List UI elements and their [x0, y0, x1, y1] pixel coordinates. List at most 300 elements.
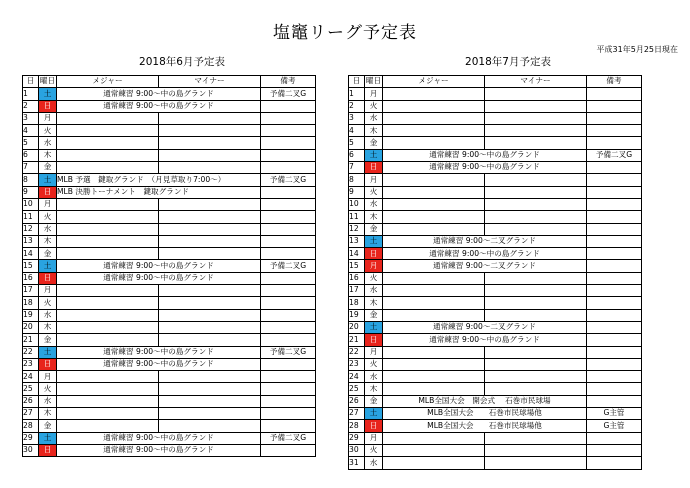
day-cell: 29 [349, 432, 365, 444]
notes-cell [587, 186, 642, 198]
table-row [23, 444, 316, 456]
day-cell: 19 [349, 309, 365, 321]
weekday-cell: 日 [39, 186, 57, 198]
minor-cell [159, 248, 261, 260]
weekday-cell: 火 [365, 444, 383, 456]
weekday-cell: 水 [365, 457, 383, 469]
weekday-cell: 金 [39, 248, 57, 260]
weekday-cell: 土 [39, 346, 57, 358]
weekday-cell: 水 [39, 223, 57, 235]
event-cell: 通常練習 9:00～二叉グランド [383, 321, 587, 333]
minor-cell [159, 420, 261, 432]
table-row [23, 285, 316, 297]
event-cell: 通常練習 9:00～中の島グランド [57, 272, 261, 284]
major-cell [383, 457, 485, 469]
weekday-cell: 月 [365, 432, 383, 444]
day-cell: 5 [23, 137, 39, 149]
table-row [349, 211, 642, 223]
table-row [349, 371, 642, 383]
event-cell: 通常練習 9:00～二叉グランド [383, 260, 587, 272]
table-row [23, 309, 316, 321]
major-cell [383, 186, 485, 198]
major-cell [383, 211, 485, 223]
weekday-cell: 土 [39, 174, 57, 186]
weekday-cell: 日 [365, 162, 383, 174]
day-cell: 22 [349, 346, 365, 358]
day-cell: 12 [349, 223, 365, 235]
major-cell [383, 297, 485, 309]
table-row [349, 383, 642, 395]
header-minor: マイナー [159, 76, 261, 88]
weekday-cell: 木 [365, 125, 383, 137]
minor-cell [485, 285, 587, 297]
day-cell: 15 [23, 260, 39, 272]
minor-cell [485, 297, 587, 309]
day-cell: 21 [349, 334, 365, 346]
minor-cell [485, 371, 587, 383]
table-row [349, 309, 642, 321]
header-notes: 備考 [587, 76, 642, 88]
weekday-cell: 金 [39, 420, 57, 432]
table-row [23, 186, 316, 198]
day-cell: 18 [23, 297, 39, 309]
day-cell: 30 [349, 444, 365, 456]
table-row [23, 371, 316, 383]
day-cell: 8 [349, 174, 365, 186]
weekday-cell: 木 [39, 149, 57, 161]
day-cell: 20 [23, 321, 39, 333]
event-cell: 通常練習 9:00～中の島グランド [57, 346, 261, 358]
day-cell: 16 [23, 272, 39, 284]
minor-cell [159, 321, 261, 333]
weekday-cell: 水 [39, 137, 57, 149]
day-cell: 9 [23, 186, 39, 198]
table-row [349, 297, 642, 309]
major-cell [57, 235, 159, 247]
day-cell: 23 [23, 358, 39, 370]
weekday-cell: 月 [365, 88, 383, 100]
weekday-cell: 火 [365, 272, 383, 284]
major-cell [383, 137, 485, 149]
table-row [23, 272, 316, 284]
weekday-cell: 火 [39, 383, 57, 395]
table-row [23, 334, 316, 346]
notes-cell: G主管 [587, 420, 642, 432]
table-row [349, 408, 642, 420]
table-row [349, 420, 642, 432]
june-subtitle: 2018年6月予定表 [139, 56, 225, 68]
day-cell: 27 [23, 408, 39, 420]
major-cell [383, 112, 485, 124]
major-cell [57, 309, 159, 321]
major-cell [57, 162, 159, 174]
header-notes: 備考 [261, 76, 316, 88]
table-row [349, 162, 642, 174]
header-day: 日 [349, 76, 365, 88]
minor-cell [159, 211, 261, 223]
table-row [349, 100, 642, 112]
weekday-cell: 土 [39, 88, 57, 100]
notes-cell [587, 346, 642, 358]
major-cell [57, 297, 159, 309]
minor-cell [159, 125, 261, 137]
notes-cell [587, 223, 642, 235]
notes-cell [587, 297, 642, 309]
notes-cell [587, 100, 642, 112]
table-header-row [23, 76, 316, 88]
notes-cell [261, 358, 316, 370]
event-cell: 通常練習 9:00～中の島グランド [57, 444, 261, 456]
weekday-cell: 木 [39, 321, 57, 333]
notes-cell [261, 248, 316, 260]
weekday-cell: 金 [365, 137, 383, 149]
weekday-cell: 月 [365, 174, 383, 186]
table-row [23, 346, 316, 358]
weekday-cell: 木 [39, 408, 57, 420]
notes-cell [261, 235, 316, 247]
notes-cell [587, 321, 642, 333]
day-cell: 20 [349, 321, 365, 333]
notes-cell [587, 334, 642, 346]
table-row [23, 260, 316, 272]
header-major: メジャー [383, 76, 485, 88]
notes-cell [587, 371, 642, 383]
notes-cell: 予備二叉G [587, 149, 642, 161]
table-row [349, 235, 642, 247]
day-cell: 7 [23, 162, 39, 174]
major-cell [57, 395, 159, 407]
weekday-cell: 水 [365, 285, 383, 297]
day-cell: 8 [23, 174, 39, 186]
weekday-cell: 木 [365, 383, 383, 395]
major-cell [57, 223, 159, 235]
minor-cell [159, 137, 261, 149]
table-row [23, 211, 316, 223]
as-of-date: 平成31年5月25日現在 [596, 45, 678, 54]
major-cell [383, 309, 485, 321]
day-cell: 19 [23, 309, 39, 321]
major-cell [383, 174, 485, 186]
weekday-cell: 金 [39, 162, 57, 174]
table-row [349, 457, 642, 469]
minor-cell [485, 444, 587, 456]
notes-cell [261, 198, 316, 210]
major-cell [383, 285, 485, 297]
day-cell: 18 [349, 297, 365, 309]
major-cell [57, 125, 159, 137]
major-cell [383, 272, 485, 284]
weekday-cell: 日 [365, 248, 383, 260]
event-cell: 通常練習 9:00～中の島グランド [383, 248, 587, 260]
weekday-cell: 日 [39, 100, 57, 112]
day-cell: 10 [349, 198, 365, 210]
header-day: 日 [23, 76, 39, 88]
weekday-cell: 月 [39, 112, 57, 124]
day-cell: 9 [349, 186, 365, 198]
day-cell: 24 [349, 371, 365, 383]
major-cell [57, 383, 159, 395]
major-cell [57, 285, 159, 297]
minor-cell [485, 88, 587, 100]
event-cell: 通常練習 9:00～二叉グランド [383, 235, 587, 247]
notes-cell [261, 444, 316, 456]
notes-cell [587, 174, 642, 186]
major-cell [383, 432, 485, 444]
weekday-cell: 火 [365, 186, 383, 198]
major-cell [383, 100, 485, 112]
table-row [23, 395, 316, 407]
notes-cell [261, 186, 316, 198]
day-cell: 28 [23, 420, 39, 432]
major-cell [383, 444, 485, 456]
notes-cell [261, 272, 316, 284]
event-cell: 通常練習 9:00～中の島グランド [57, 100, 261, 112]
notes-cell [261, 285, 316, 297]
day-cell: 11 [23, 211, 39, 223]
table-row [23, 297, 316, 309]
day-cell: 14 [23, 248, 39, 260]
day-cell: 4 [23, 125, 39, 137]
weekday-cell: 月 [39, 371, 57, 383]
table-row [23, 88, 316, 100]
day-cell: 13 [23, 235, 39, 247]
weekday-cell: 土 [39, 432, 57, 444]
minor-cell [485, 100, 587, 112]
weekday-cell: 火 [39, 211, 57, 223]
minor-cell [159, 408, 261, 420]
day-cell: 25 [23, 383, 39, 395]
major-cell [57, 248, 159, 260]
minor-cell [485, 174, 587, 186]
notes-cell [261, 297, 316, 309]
notes-cell [587, 162, 642, 174]
weekday-cell: 水 [365, 371, 383, 383]
notes-cell [261, 420, 316, 432]
notes-cell [261, 100, 316, 112]
minor-cell [485, 112, 587, 124]
minor-cell [485, 383, 587, 395]
minor-cell [485, 223, 587, 235]
table-row [23, 408, 316, 420]
table-row [349, 137, 642, 149]
day-cell: 17 [23, 285, 39, 297]
notes-cell [587, 112, 642, 124]
minor-cell [159, 223, 261, 235]
table-row [349, 112, 642, 124]
table-row [349, 285, 642, 297]
day-cell: 15 [349, 260, 365, 272]
weekday-cell: 土 [365, 235, 383, 247]
weekday-cell: 水 [365, 112, 383, 124]
event-cell: 通常練習 9:00～中の島グランド [57, 432, 261, 444]
event-cell: 通常練習 9:00～中の島グランド [383, 149, 587, 161]
notes-cell [261, 408, 316, 420]
header-major: メジャー [57, 76, 159, 88]
notes-cell [587, 235, 642, 247]
major-cell [383, 383, 485, 395]
table-row [23, 420, 316, 432]
weekday-cell: 木 [39, 235, 57, 247]
weekday-cell: 土 [39, 260, 57, 272]
major-cell [57, 371, 159, 383]
header-weekday: 曜日 [365, 76, 383, 88]
weekday-cell: 水 [39, 395, 57, 407]
table-row [23, 248, 316, 260]
notes-cell [261, 395, 316, 407]
weekday-cell: 月 [39, 198, 57, 210]
day-cell: 2 [23, 100, 39, 112]
notes-cell [587, 211, 642, 223]
table-row [23, 149, 316, 161]
table-row [349, 358, 642, 370]
day-cell: 24 [23, 371, 39, 383]
notes-cell [261, 223, 316, 235]
minor-cell [159, 285, 261, 297]
table-row [23, 112, 316, 124]
day-cell: 23 [349, 358, 365, 370]
notes-cell [587, 248, 642, 260]
minor-cell [159, 371, 261, 383]
table-row [349, 334, 642, 346]
notes-cell [587, 260, 642, 272]
notes-cell [587, 137, 642, 149]
minor-cell [159, 149, 261, 161]
notes-cell [587, 272, 642, 284]
notes-cell [261, 334, 316, 346]
table-row [23, 235, 316, 247]
event-cell: 通常練習 9:00～中の島グランド [57, 260, 261, 272]
day-cell: 1 [23, 88, 39, 100]
day-cell: 2 [349, 100, 365, 112]
major-cell [383, 371, 485, 383]
weekday-cell: 日 [365, 334, 383, 346]
event-cell: MLB全国大会 石巻市民球場他 [383, 408, 587, 420]
table-row [23, 383, 316, 395]
minor-cell [485, 211, 587, 223]
table-row [23, 162, 316, 174]
notes-cell: 予備二叉G [261, 88, 316, 100]
event-cell: MLB 予選 鍵取グランド （月見草取り7:00～） [57, 174, 261, 186]
minor-cell [159, 112, 261, 124]
table-row [349, 88, 642, 100]
day-cell: 29 [23, 432, 39, 444]
day-cell: 7 [349, 162, 365, 174]
weekday-cell: 金 [365, 223, 383, 235]
table-row [23, 174, 316, 186]
minor-cell [159, 309, 261, 321]
day-cell: 10 [23, 198, 39, 210]
notes-cell [587, 198, 642, 210]
minor-cell [485, 346, 587, 358]
table-row [23, 432, 316, 444]
weekday-cell: 金 [39, 334, 57, 346]
weekday-cell: 日 [39, 444, 57, 456]
table-row [349, 321, 642, 333]
major-cell [57, 149, 159, 161]
notes-cell: 予備二叉G [261, 432, 316, 444]
minor-cell [485, 309, 587, 321]
day-cell: 26 [23, 395, 39, 407]
minor-cell [159, 383, 261, 395]
table-row [349, 174, 642, 186]
minor-cell [485, 125, 587, 137]
table-row [349, 260, 642, 272]
major-cell [57, 198, 159, 210]
day-cell: 30 [23, 444, 39, 456]
table-row [349, 125, 642, 137]
table-row [349, 149, 642, 161]
header-minor: マイナー [485, 76, 587, 88]
major-cell [383, 88, 485, 100]
day-cell: 26 [349, 395, 365, 407]
table-row [23, 198, 316, 210]
july-subtitle: 2018年7月予定表 [465, 56, 551, 68]
notes-cell [587, 285, 642, 297]
day-cell: 25 [349, 383, 365, 395]
minor-cell [485, 432, 587, 444]
day-cell: 3 [349, 112, 365, 124]
weekday-cell: 木 [365, 211, 383, 223]
table-row [23, 358, 316, 370]
day-cell: 1 [349, 88, 365, 100]
notes-cell [261, 125, 316, 137]
weekday-cell: 火 [365, 358, 383, 370]
table-row [349, 198, 642, 210]
day-cell: 27 [349, 408, 365, 420]
notes-cell [587, 383, 642, 395]
minor-cell [485, 137, 587, 149]
event-cell: 通常練習 9:00～中の島グランド [57, 88, 261, 100]
minor-cell [485, 198, 587, 210]
table-row [349, 395, 642, 407]
minor-cell [159, 235, 261, 247]
notes-cell [587, 444, 642, 456]
notes-cell [587, 88, 642, 100]
event-cell: MLB全国大会 石巻市民球場他 [383, 420, 587, 432]
notes-cell [587, 432, 642, 444]
notes-cell [587, 358, 642, 370]
weekday-cell: 水 [365, 198, 383, 210]
event-cell: 通常練習 9:00～中の島グランド [383, 162, 587, 174]
weekday-cell: 月 [39, 285, 57, 297]
july-schedule-table [348, 75, 642, 470]
table-row [349, 444, 642, 456]
weekday-cell: 土 [365, 149, 383, 161]
weekday-cell: 日 [39, 272, 57, 284]
notes-cell [261, 137, 316, 149]
day-cell: 6 [23, 149, 39, 161]
table-row [349, 346, 642, 358]
table-row [349, 432, 642, 444]
day-cell: 6 [349, 149, 365, 161]
minor-cell [485, 358, 587, 370]
weekday-cell: 火 [39, 297, 57, 309]
notes-cell [261, 149, 316, 161]
event-cell: 通常練習 9:00～中の島グランド [383, 334, 587, 346]
notes-cell [261, 211, 316, 223]
header-weekday: 曜日 [39, 76, 57, 88]
major-cell [57, 137, 159, 149]
table-row [23, 137, 316, 149]
notes-cell: 予備二叉G [261, 260, 316, 272]
table-row [349, 248, 642, 260]
notes-cell: G主管 [587, 408, 642, 420]
notes-cell [587, 125, 642, 137]
major-cell [57, 334, 159, 346]
notes-cell [261, 309, 316, 321]
table-row [349, 186, 642, 198]
major-cell [57, 321, 159, 333]
